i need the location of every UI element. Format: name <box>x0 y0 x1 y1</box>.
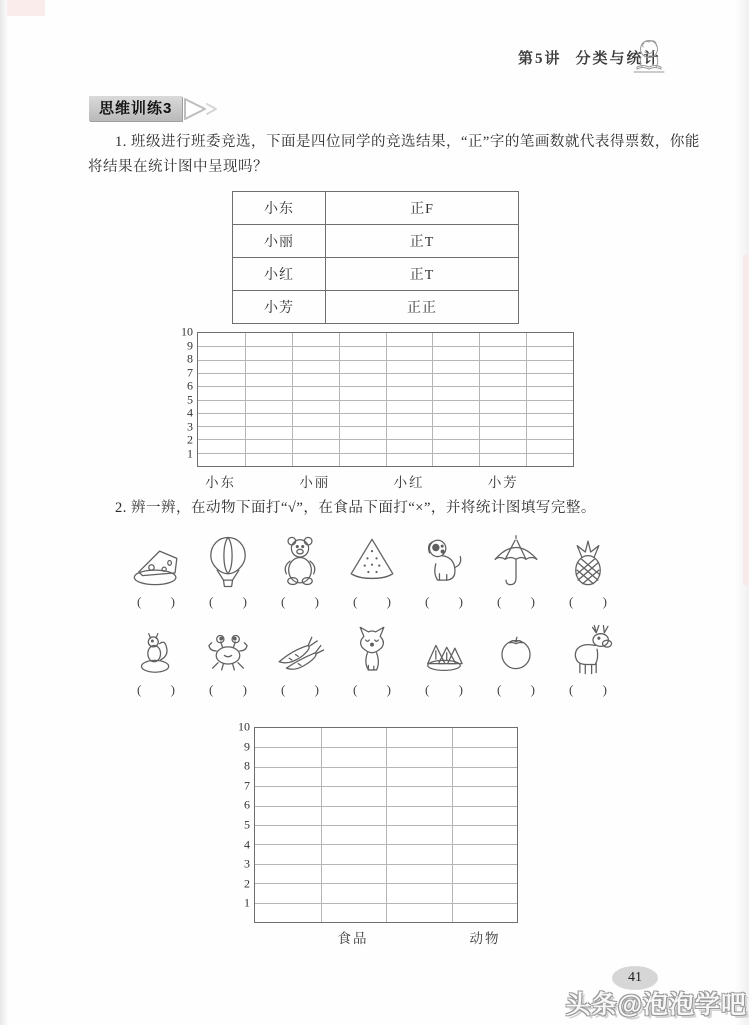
grid-line-vertical <box>386 333 387 466</box>
item-cell <box>552 529 624 610</box>
answer-parentheses <box>137 682 175 698</box>
item-cell <box>552 617 624 698</box>
answer-parentheses <box>353 682 391 698</box>
paren-open: ( <box>569 594 574 609</box>
paren-open: ( <box>569 682 574 697</box>
y-axis-tick-label: 3 <box>187 419 193 433</box>
tally-marks: 正T <box>409 268 435 283</box>
grid-line-vertical <box>386 728 387 922</box>
tally-table-row <box>233 290 518 323</box>
y-axis-tick-label: 10 <box>238 719 250 734</box>
y-axis-tick-label: 6 <box>244 797 250 812</box>
zongzi-image <box>415 617 473 679</box>
paren-close: ) <box>602 682 607 697</box>
paren-close: ) <box>170 682 175 697</box>
paren-open: ( <box>497 594 502 609</box>
lesson-title: 分类与统计 <box>575 51 661 67</box>
paren-open: ( <box>209 682 214 697</box>
x-axis-category-label: 动物 <box>469 931 501 946</box>
umbrella-image <box>487 529 545 591</box>
scan-artifact-pink-right <box>743 255 749 585</box>
grid-line-vertical <box>339 333 340 466</box>
grid-line-vertical <box>526 333 527 466</box>
y-axis-tick-label: 4 <box>187 405 193 420</box>
x-axis-category-label: 食品 <box>337 931 369 946</box>
item-cell <box>480 529 552 610</box>
chart1-y-axis-labels <box>167 324 193 467</box>
answer-parentheses <box>497 594 535 610</box>
candidate-name: 小红 <box>233 258 326 290</box>
x-axis-category-label: 小东 <box>205 475 237 490</box>
paren-open: ( <box>281 594 286 609</box>
item-cell <box>336 529 408 610</box>
tally-marks: 正F <box>410 202 434 217</box>
paren-close: ) <box>458 594 463 609</box>
paren-close: ) <box>242 682 247 697</box>
paren-open: ( <box>425 594 430 609</box>
answer-parentheses <box>425 682 463 698</box>
fox-image <box>343 617 401 679</box>
election-chart-grid <box>181 324 574 490</box>
watermark-text: 头条@泡泡学吧 <box>565 991 747 1019</box>
tally-table-row <box>233 192 518 224</box>
answer-parentheses <box>497 682 535 698</box>
question1-text-line1: 1. 班级进行班委竞选，下面是四位同学的竞选结果，“正”字的笔画数就代表得票数，你能 <box>115 134 700 150</box>
paren-close: ) <box>314 594 319 609</box>
paren-open: ( <box>353 682 358 697</box>
chart1-grid <box>197 332 574 467</box>
answer-parentheses <box>569 594 607 610</box>
section-badge <box>89 96 223 121</box>
hot-air-balloon-image <box>199 529 257 591</box>
paren-open: ( <box>425 682 430 697</box>
grid-line-vertical <box>432 333 433 466</box>
x-axis-category-label: 小红 <box>393 475 425 490</box>
y-axis-tick-label: 6 <box>187 378 193 393</box>
tally-table-row <box>233 257 518 290</box>
y-axis-tick-label: 7 <box>187 365 193 379</box>
paren-open: ( <box>281 682 286 697</box>
grid-line-vertical <box>479 333 480 466</box>
chevron-right-icon <box>183 96 223 122</box>
question1-text-line2: 将结果在统计图中呈现吗？ <box>88 159 268 175</box>
paren-open: ( <box>209 594 214 609</box>
classification-chart-grid <box>238 719 518 946</box>
paren-close: ) <box>530 594 535 609</box>
cheese-image <box>127 529 185 591</box>
grid-line-vertical <box>292 333 293 466</box>
paren-close: ) <box>530 682 535 697</box>
y-axis-tick-label: 9 <box>244 739 250 754</box>
grid-line-vertical <box>245 333 246 466</box>
page-number: 41 <box>628 970 642 985</box>
item-row-2 <box>120 617 624 698</box>
section-badge-label: 思维训练3 <box>89 96 182 121</box>
moose-image <box>559 617 617 679</box>
x-axis-category-label: 小丽 <box>299 475 331 490</box>
chart2-y-axis-labels <box>224 719 250 923</box>
tomato-image <box>487 617 545 679</box>
paren-open: ( <box>137 682 142 697</box>
carrots-image <box>271 617 329 679</box>
paren-close: ) <box>170 594 175 609</box>
y-axis-tick-label: 5 <box>244 817 250 832</box>
answer-parentheses <box>569 682 607 698</box>
scan-edge-left <box>0 0 8 1025</box>
scan-artifact-pink-topleft <box>7 0 45 16</box>
candidate-name: 小东 <box>233 192 326 224</box>
chart2-grid <box>254 727 518 923</box>
y-axis-tick-label: 2 <box>187 432 193 447</box>
candidate-name: 小丽 <box>233 225 326 257</box>
item-cell <box>264 617 336 698</box>
answer-parentheses <box>353 594 391 610</box>
item-cell <box>408 529 480 610</box>
y-axis-tick-label: 5 <box>187 392 193 406</box>
paren-close: ) <box>386 682 391 697</box>
crab-image <box>199 617 257 679</box>
answer-parentheses <box>281 682 319 698</box>
answer-parentheses <box>137 594 175 610</box>
y-axis-tick-label: 3 <box>244 856 250 871</box>
item-cell <box>408 617 480 698</box>
y-axis-tick-label: 2 <box>244 876 250 891</box>
paren-close: ) <box>314 682 319 697</box>
candidate-name: 小芳 <box>233 291 326 323</box>
y-axis-tick-label: 8 <box>244 758 250 773</box>
y-axis-tick-label: 7 <box>244 778 250 793</box>
item-row-1 <box>120 529 624 610</box>
mascot-illustration <box>629 38 669 79</box>
item-cell <box>192 617 264 698</box>
paren-open: ( <box>497 682 502 697</box>
y-axis-tick-label: 1 <box>244 895 250 910</box>
item-cell <box>192 529 264 610</box>
paren-open: ( <box>137 594 142 609</box>
item-cell <box>120 617 192 698</box>
y-axis-tick-label: 1 <box>187 446 193 460</box>
answer-parentheses <box>209 682 247 698</box>
tally-marks: 正正 <box>407 301 437 316</box>
answer-parentheses <box>209 594 247 610</box>
tally-marks: 正T <box>409 235 435 250</box>
paren-open: ( <box>353 594 358 609</box>
squirrel-image <box>127 617 185 679</box>
tally-table-row <box>233 224 518 257</box>
puppy-image <box>415 529 473 591</box>
y-axis-tick-label: 4 <box>244 837 250 852</box>
paren-close: ) <box>602 594 607 609</box>
paren-close: ) <box>242 594 247 609</box>
lesson-number: 第5讲 <box>518 51 562 67</box>
item-cell <box>480 617 552 698</box>
teddy-bear-image <box>271 529 329 591</box>
y-axis-tick-label: 8 <box>187 351 193 366</box>
grid-line-vertical <box>321 728 322 922</box>
item-cell <box>120 529 192 610</box>
y-axis-tick-label: 10 <box>181 324 193 339</box>
y-axis-tick-label: 9 <box>187 338 193 352</box>
answer-parentheses <box>425 594 463 610</box>
item-cell <box>264 529 336 610</box>
paren-close: ) <box>386 594 391 609</box>
pineapple-image <box>559 529 617 591</box>
watermelon-image <box>343 529 401 591</box>
election-tally-table <box>232 191 519 324</box>
x-axis-category-label: 小芳 <box>487 475 519 490</box>
grid-line-vertical <box>452 728 453 922</box>
paren-close: ) <box>458 682 463 697</box>
item-cell <box>336 617 408 698</box>
answer-parentheses <box>281 594 319 610</box>
question2-text: 2. 辨一辨，在动物下面打“√”，在食品下面打“×”，并将统计图填写完整。 <box>115 500 596 516</box>
